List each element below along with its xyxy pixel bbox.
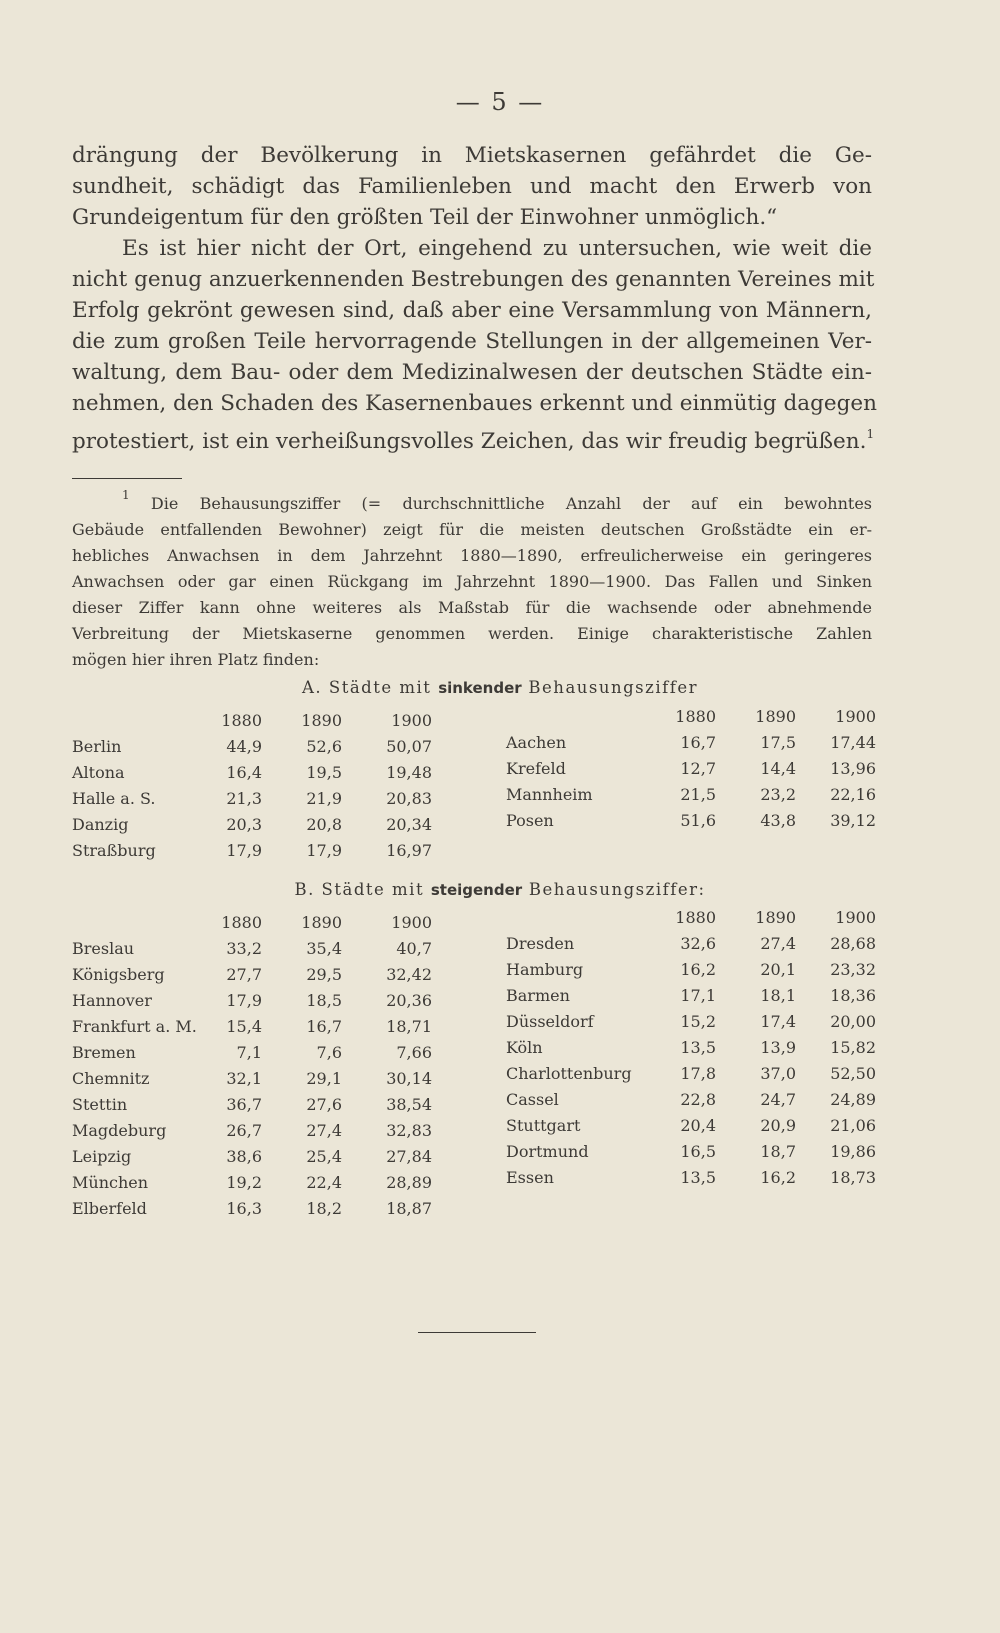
city-name: Königsberg (72, 965, 165, 984)
body-line: nehmen, den Schaden des Kasernenbaues erkennt und einmütig dagegen (72, 391, 877, 416)
city-name: Altona (72, 763, 125, 782)
body-line: die zum großen Teile hervorragende Stellungen in der allgemeinen Ver- (72, 329, 872, 354)
value-1900: 28,68 (830, 934, 876, 953)
footnote-separator (72, 478, 182, 479)
value-1900: 7,66 (396, 1043, 432, 1062)
value-1900: 19,86 (830, 1142, 876, 1161)
value-1900: 27,84 (386, 1147, 432, 1166)
value-1900: 24,89 (830, 1090, 876, 1109)
year-header: 1880 (221, 913, 262, 932)
city-name: Bremen (72, 1043, 136, 1062)
section-b-prefix: B. Städte mit (294, 880, 425, 899)
value-1890: 14,4 (760, 759, 796, 778)
footnote-line (72, 482, 872, 517)
value-1880: 13,5 (680, 1038, 716, 1057)
section-b-heading (0, 880, 1000, 899)
value-1880: 38,6 (226, 1147, 262, 1166)
value-1900: 18,73 (830, 1168, 876, 1187)
city-name: Magdeburg (72, 1121, 167, 1140)
value-1890: 23,2 (760, 785, 796, 804)
value-1900: 23,32 (830, 960, 876, 979)
year-header: 1880 (221, 711, 262, 730)
body-line: sundheit, schädigt das Familienleben und macht den Erwerb von (72, 174, 872, 199)
value-1880: 16,3 (226, 1199, 262, 1218)
value-1900: 39,12 (830, 811, 876, 830)
body-line: waltung, dem Bau- oder dem Medizinalwesen der deutschen Städte ein- (72, 360, 872, 385)
value-1890: 18,5 (306, 991, 342, 1010)
value-1880: 33,2 (226, 939, 262, 958)
city-name: Hamburg (506, 960, 584, 979)
city-name: Posen (506, 811, 554, 830)
year-header: 1900 (391, 711, 432, 730)
year-header: 1890 (755, 707, 796, 726)
value-1900: 22,16 (830, 785, 876, 804)
value-1880: 16,5 (680, 1142, 716, 1161)
city-name: Breslau (72, 939, 135, 958)
value-1890: 18,7 (760, 1142, 796, 1161)
value-1900: 18,87 (386, 1199, 432, 1218)
value-1880: 17,8 (680, 1064, 716, 1083)
city-name: Stettin (72, 1095, 128, 1114)
value-1890: 20,9 (760, 1116, 796, 1135)
value-1880: 12,7 (680, 759, 716, 778)
value-1890: 27,6 (306, 1095, 342, 1114)
value-1900: 18,71 (386, 1017, 432, 1036)
body-line-last (72, 419, 875, 457)
footnote-line: Verbreitung der Mietskaserne genommen werden. Einige charakteristische Zahlen (72, 624, 872, 643)
value-1880: 32,1 (226, 1069, 262, 1088)
value-1880: 32,6 (680, 934, 716, 953)
city-name: Dortmund (506, 1142, 589, 1161)
value-1890: 27,4 (306, 1121, 342, 1140)
value-1880: 15,4 (226, 1017, 262, 1036)
value-1900: 16,97 (386, 841, 432, 860)
value-1890: 17,9 (306, 841, 342, 860)
year-header: 1900 (835, 908, 876, 927)
body-line-text: protestiert, ist ein verheißungsvolles Zeichen, das wir freudig begrüßen. (72, 429, 867, 454)
value-1880: 36,7 (226, 1095, 262, 1114)
body-line: Grundeigentum für den größten Teil der Einwohner unmöglich.“ (72, 205, 778, 230)
value-1900: 13,96 (830, 759, 876, 778)
value-1880: 15,2 (680, 1012, 716, 1031)
year-header: 1900 (835, 707, 876, 726)
city-name: Leipzig (72, 1147, 132, 1166)
year-header: 1890 (755, 908, 796, 927)
value-1880: 26,7 (226, 1121, 262, 1140)
section-a-heading (0, 678, 1000, 697)
value-1900: 20,34 (386, 815, 432, 834)
body-line: nicht genug anzuerkennenden Bestrebungen des genannten Vereines mit (72, 267, 875, 292)
value-1900: 32,42 (386, 965, 432, 984)
value-1880: 19,2 (226, 1173, 262, 1192)
value-1900: 20,00 (830, 1012, 876, 1031)
city-name: Straßburg (72, 841, 156, 860)
footnote-line: Gebäude entfallenden Bewohner) zeigt für die meisten deutschen Großstädte ein er- (72, 520, 872, 539)
body-line: Es ist hier nicht der Ort, eingehend zu untersuchen, wie weit die (122, 236, 872, 261)
end-divider (418, 1332, 536, 1333)
value-1880: 20,4 (680, 1116, 716, 1135)
section-a-suffix: Behausungsziffer (528, 678, 698, 697)
value-1900: 17,44 (830, 733, 876, 752)
value-1900: 18,36 (830, 986, 876, 1005)
section-b-suffix: Behausungsziffer: (528, 880, 706, 899)
value-1890: 20,1 (760, 960, 796, 979)
year-header: 1890 (301, 913, 342, 932)
city-name: Hannover (72, 991, 152, 1010)
value-1900: 15,82 (830, 1038, 876, 1057)
value-1900: 38,54 (386, 1095, 432, 1114)
value-1880: 17,9 (226, 841, 262, 860)
value-1900: 30,14 (386, 1069, 432, 1088)
value-1880: 44,9 (226, 737, 262, 756)
footnote-line: hebliches Anwachsen in dem Jahrzehnt 1880—1890, erfreulicherweise ein geringeres (72, 546, 872, 565)
value-1900: 28,89 (386, 1173, 432, 1192)
value-1890: 43,8 (760, 811, 796, 830)
footnote-line: dieser Ziffer kann ohne weiteres als Maßstab für die wachsende oder abnehmende (72, 598, 872, 617)
value-1890: 35,4 (306, 939, 342, 958)
city-name: Halle a. S. (72, 789, 156, 808)
value-1890: 27,4 (760, 934, 796, 953)
value-1880: 16,4 (226, 763, 262, 782)
year-header: 1890 (301, 711, 342, 730)
value-1880: 20,3 (226, 815, 262, 834)
city-name: Barmen (506, 986, 570, 1005)
value-1880: 13,5 (680, 1168, 716, 1187)
section-b-bold: steigender (430, 881, 523, 899)
section-a-bold: sinkender (438, 679, 522, 697)
body-line: Erfolg gekrönt gewesen sind, daß aber eine Versammlung von Männern, (72, 298, 872, 323)
city-name: Berlin (72, 737, 122, 756)
body-line: drängung der Bevölkerung in Mietskasernen gefährdet die Ge- (72, 143, 872, 168)
footnote-line: mögen hier ihren Platz finden: (72, 650, 320, 669)
city-name: Elberfeld (72, 1199, 147, 1218)
footnote-mark: 1 (122, 488, 130, 502)
year-header: 1900 (391, 913, 432, 932)
value-1900: 21,06 (830, 1116, 876, 1135)
city-name: Düsseldorf (506, 1012, 594, 1031)
value-1900: 20,36 (386, 991, 432, 1010)
city-name: Krefeld (506, 759, 566, 778)
city-name: Aachen (506, 733, 567, 752)
value-1880: 22,8 (680, 1090, 716, 1109)
value-1890: 18,2 (306, 1199, 342, 1218)
value-1880: 16,7 (680, 733, 716, 752)
value-1900: 19,48 (386, 763, 432, 782)
value-1890: 37,0 (760, 1064, 796, 1083)
city-name: Chemnitz (72, 1069, 150, 1088)
value-1900: 52,50 (830, 1064, 876, 1083)
value-1890: 7,6 (316, 1043, 342, 1062)
value-1890: 29,1 (306, 1069, 342, 1088)
city-name: Köln (506, 1038, 543, 1057)
city-name: Frankfurt a. M. (72, 1017, 197, 1036)
value-1890: 16,7 (306, 1017, 342, 1036)
value-1880: 17,1 (680, 986, 716, 1005)
footnote-reference: 1 (866, 427, 875, 441)
value-1890: 18,1 (760, 986, 796, 1005)
value-1890: 52,6 (306, 737, 342, 756)
value-1900: 20,83 (386, 789, 432, 808)
page-number: — 5 — (455, 88, 545, 116)
city-name: Danzig (72, 815, 129, 834)
year-header: 1880 (675, 707, 716, 726)
value-1880: 21,5 (680, 785, 716, 804)
footnote-line: Anwachsen oder gar einen Rückgang im Jahrzehnt 1890—1900. Das Fallen und Sinken (72, 572, 872, 591)
section-a-prefix: A. Städte mit (302, 678, 432, 697)
city-name: Charlottenburg (506, 1064, 632, 1083)
value-1900: 50,07 (386, 737, 432, 756)
footnote-line-text: Die Behausungsziffer (= durchschnittliche Anzahl der auf ein bewohntes (150, 494, 873, 513)
value-1900: 40,7 (396, 939, 432, 958)
value-1880: 21,3 (226, 789, 262, 808)
value-1880: 17,9 (226, 991, 262, 1010)
value-1880: 7,1 (236, 1043, 262, 1062)
value-1890: 22,4 (306, 1173, 342, 1192)
body-paragraphs (72, 140, 877, 457)
value-1890: 25,4 (306, 1147, 342, 1166)
value-1890: 20,8 (306, 815, 342, 834)
value-1890: 24,7 (760, 1090, 796, 1109)
year-header: 1880 (675, 908, 716, 927)
city-name: Cassel (506, 1090, 559, 1109)
value-1890: 29,5 (306, 965, 342, 984)
value-1890: 19,5 (306, 763, 342, 782)
value-1880: 27,7 (226, 965, 262, 984)
city-name: München (72, 1173, 149, 1192)
value-1890: 13,9 (760, 1038, 796, 1057)
city-name: Mannheim (506, 785, 593, 804)
value-1890: 17,5 (760, 733, 796, 752)
footnote (72, 482, 872, 673)
city-name: Stuttgart (506, 1116, 581, 1135)
value-1890: 16,2 (760, 1168, 796, 1187)
value-1890: 17,4 (760, 1012, 796, 1031)
value-1890: 21,9 (306, 789, 342, 808)
city-name: Essen (506, 1168, 554, 1187)
value-1880: 51,6 (680, 811, 716, 830)
value-1900: 32,83 (386, 1121, 432, 1140)
value-1880: 16,2 (680, 960, 716, 979)
city-name: Dresden (506, 934, 575, 953)
